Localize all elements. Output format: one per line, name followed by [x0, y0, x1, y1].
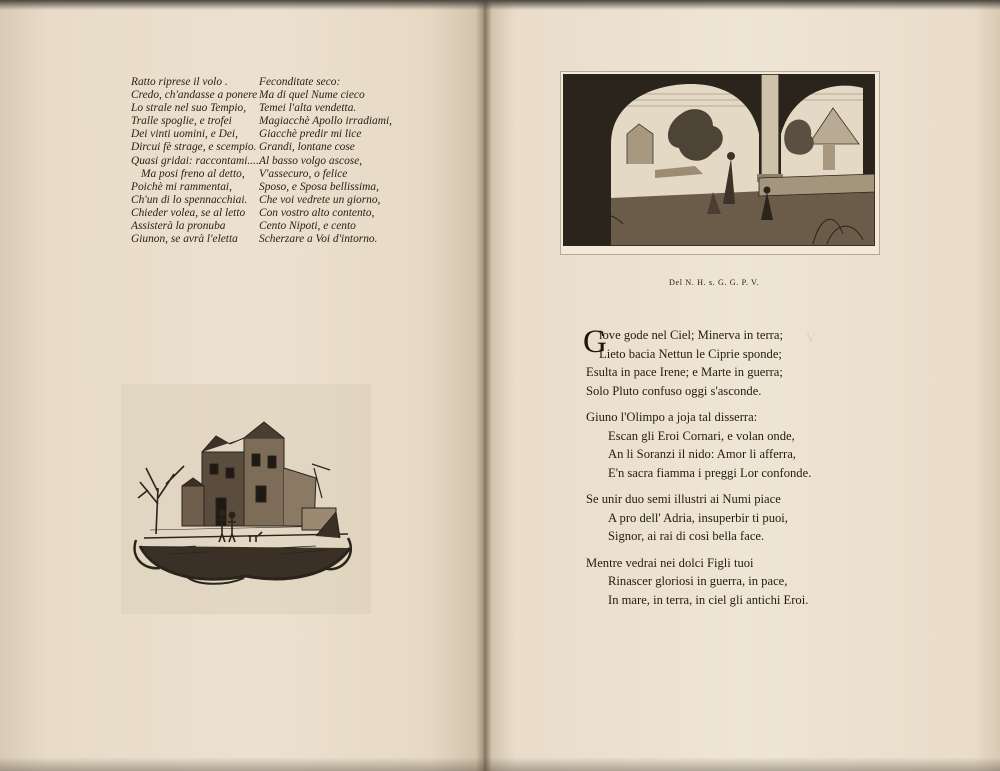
- sonnet-line: E'n sacra fiamma i preggi Lor confonde.: [608, 465, 812, 480]
- sonnet-stanza-4: [586, 556, 811, 612]
- sonnet-line: Giuno l'Olimpo a joja tal disserra:: [586, 410, 758, 424]
- verse-line: Chieder volea, se al letto: [131, 206, 246, 219]
- sonnet-line: iove gode nel Ciel; Minerva in terra;: [599, 328, 783, 342]
- verse-line: Giunon, se avrà l'eletta: [131, 233, 238, 246]
- verse-line: Scherzare a Voi d'intorno.: [259, 233, 378, 246]
- bottom-edge-shadow: [0, 757, 1000, 771]
- sonnet-line: In mare, in terra, in ciel gli antichi Eroi.: [608, 592, 809, 607]
- verse-line: Ma posi freno al detto,: [141, 167, 245, 180]
- sonnet-line: An li Soranzi il nido: Amor li afferra,: [608, 447, 796, 461]
- verse-line: V'assecuro, o felice: [259, 167, 348, 180]
- sonnet-line: Se unir duo semi illustri ai Numi piace: [586, 492, 781, 506]
- top-edge-shadow: [0, 0, 1000, 10]
- ruined-house-vignette-icon: [126, 408, 358, 588]
- verse-line: Grandi, lontane cose: [259, 141, 355, 154]
- sonnet: [583, 324, 812, 611]
- sonnet-line: Mentre vedrai nei dolci Figli tuoi: [586, 555, 754, 570]
- sonnet-line: Rinascer gloriosi in guerra, in pace,: [608, 574, 788, 588]
- verse-line: Giacchè predir mi lice: [259, 128, 362, 141]
- verse-line: Temei l'alta vendetta.: [259, 102, 357, 115]
- verse-line: Quasi gridai: raccontami.....: [131, 154, 262, 167]
- verse-line: Dei vinti uomini, e Dei,: [131, 128, 238, 141]
- sonnet-stanza-2: [586, 410, 811, 484]
- sonnet-line: A pro dell' Adria, insuperbir ti puoi,: [608, 510, 788, 525]
- sonnet-line: Signor, ai rai di così bella face.: [608, 529, 765, 543]
- show-through-mark: V: [806, 330, 816, 345]
- verse-line: Magiacchè Apollo irradiami,: [259, 115, 392, 128]
- verse-line: Dircui fè strage, e scempio.: [131, 141, 257, 154]
- verse-line: Feconditate seco:: [259, 76, 341, 88]
- verse-column-two: [259, 76, 392, 246]
- left-page: [0, 0, 486, 771]
- verse-line: Con vostro alto contento,: [259, 206, 375, 219]
- verse-line: Credo, ch'andasse a ponere: [131, 89, 258, 102]
- dedication-heading: Del N. H. s. G. G. P. V.: [669, 278, 760, 287]
- verse-line: Tralle spoglie, e trofei: [131, 115, 232, 128]
- verse-line: Che voi vedrete un giorno,: [259, 193, 381, 206]
- verse-line: Ratto riprese il volo .: [131, 76, 228, 88]
- sonnet-stanza-1: [583, 324, 811, 402]
- verse-line: Cento Nipoti, e cento: [259, 220, 356, 233]
- sonnet-stanza-3: [586, 492, 811, 548]
- sonnet-line: Solo Pluto confuso oggi s'asconde.: [586, 383, 762, 398]
- sonnet-line: Escan gli Eroi Cornari, e volan onde,: [608, 428, 795, 443]
- sonnet-line: Lieto bacia Nettun le Ciprie sponde;: [599, 346, 782, 361]
- drop-cap: G: [583, 324, 607, 360]
- verse-line: Al basso volgo ascose,: [259, 154, 363, 167]
- book-gutter: [476, 0, 492, 771]
- verse-column-one: [131, 76, 262, 246]
- verse-line: Ma di quel Nume cieco: [259, 89, 365, 102]
- verse-line: Lo strale nel suo Tempio,: [131, 102, 247, 115]
- verse-line: Sposo, e Sposa bellissima,: [259, 180, 379, 193]
- sonnet-line: Esulta in pace Irene; e Marte in guerra;: [586, 365, 783, 379]
- verse-line: Ch'un di lo spennacchiai.: [131, 193, 248, 206]
- verse-line: Assisterà la pronuba: [131, 220, 226, 233]
- arched-ruins-engraving-icon: [563, 74, 875, 246]
- verse-line: Poichè mi rammentai,: [131, 180, 232, 193]
